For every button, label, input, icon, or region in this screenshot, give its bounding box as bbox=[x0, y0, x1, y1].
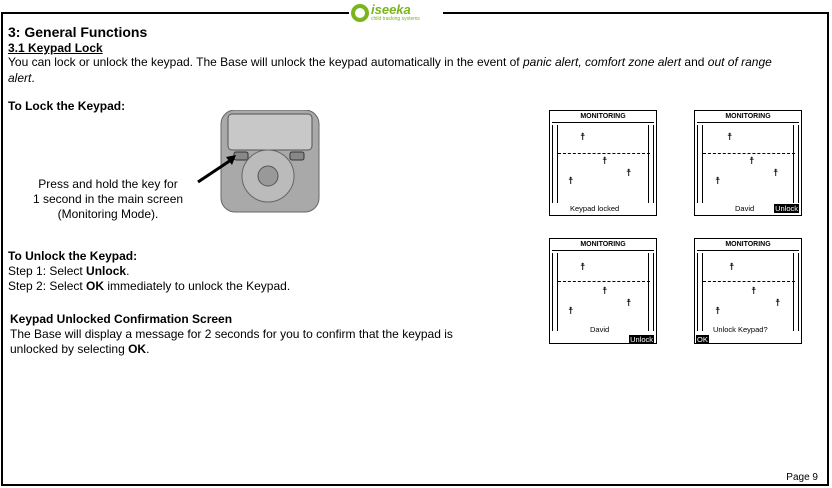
child-figure: ☨ bbox=[715, 306, 721, 317]
lock-caption-line1: Press and hold the key for bbox=[38, 177, 178, 191]
child-figure: ☨ bbox=[749, 156, 755, 167]
child-figure: ☨ bbox=[729, 262, 735, 273]
lcd-header: MONITORING bbox=[697, 240, 799, 251]
section-title: 3: General Functions bbox=[8, 24, 148, 40]
logo-text: iseeka bbox=[371, 2, 411, 17]
child-figure: ☨ bbox=[626, 298, 632, 309]
subsection-title: 3.1 Keypad Lock bbox=[8, 41, 103, 55]
child-figure: ☨ bbox=[751, 286, 757, 297]
lock-caption-line2: 1 second in the main screen bbox=[32, 192, 184, 206]
confirm-line1: The Base will display a message for 2 seconds for you to confirm that the keypad is bbox=[10, 327, 453, 341]
child-figure: ☨ bbox=[626, 168, 632, 179]
lcd-screen-locked bbox=[549, 110, 657, 216]
lcd-footer: David bbox=[735, 204, 755, 213]
logo bbox=[349, 2, 443, 24]
lcd-header: MONITORING bbox=[552, 240, 654, 251]
softkey-unlock: Unlock bbox=[775, 204, 798, 213]
logo-tagline: child tracking systems bbox=[371, 16, 420, 22]
child-figure: ☨ bbox=[602, 286, 608, 297]
child-figure: ☨ bbox=[773, 168, 779, 179]
child-figure: ☨ bbox=[775, 298, 781, 309]
intro-line1: You can lock or unlock the keypad. The Base will unlock the keypad automatically in the event of panic alert, comfort zone alert and out of range bbox=[8, 55, 772, 69]
lcd-header: MONITORING bbox=[552, 112, 654, 123]
unlock-step2: Step 2: Select OK immediately to unlock the Keypad. bbox=[8, 279, 291, 293]
lcd-screen-unlock-select bbox=[549, 238, 657, 344]
child-figure: ☨ bbox=[580, 262, 586, 273]
lcd-header: MONITORING bbox=[697, 112, 799, 123]
logo-icon bbox=[350, 3, 370, 23]
unlock-heading: To Unlock the Keypad: bbox=[8, 249, 138, 263]
confirm-line2: unlocked by selecting OK. bbox=[10, 342, 150, 356]
unlock-step1: Step 1: Select Unlock. bbox=[8, 264, 130, 278]
lock-heading: To Lock the Keypad: bbox=[8, 99, 126, 113]
child-figure: ☨ bbox=[568, 176, 574, 187]
lcd-footer: Unlock Keypad? bbox=[713, 325, 768, 334]
lcd-footer: Keypad locked bbox=[570, 204, 620, 213]
child-figure: ☨ bbox=[602, 156, 608, 167]
lcd-screen-confirm bbox=[694, 238, 802, 344]
child-figure: ☨ bbox=[727, 132, 733, 143]
lcd-screen-unlock bbox=[694, 110, 802, 216]
intro-line2: alert. bbox=[8, 71, 35, 85]
device-image bbox=[196, 110, 322, 214]
confirm-heading: Keypad Unlocked Confirmation Screen bbox=[10, 312, 233, 326]
child-figure: ☨ bbox=[715, 176, 721, 187]
lock-caption-line3: (Monitoring Mode). bbox=[57, 207, 159, 221]
child-figure: ☨ bbox=[568, 306, 574, 317]
child-figure: ☨ bbox=[580, 132, 586, 143]
lcd-footer: David bbox=[590, 325, 610, 334]
softkey-ok: OK bbox=[697, 335, 708, 344]
page-number: Page 9 bbox=[786, 472, 818, 483]
softkey-unlock: Unlock bbox=[630, 335, 653, 344]
